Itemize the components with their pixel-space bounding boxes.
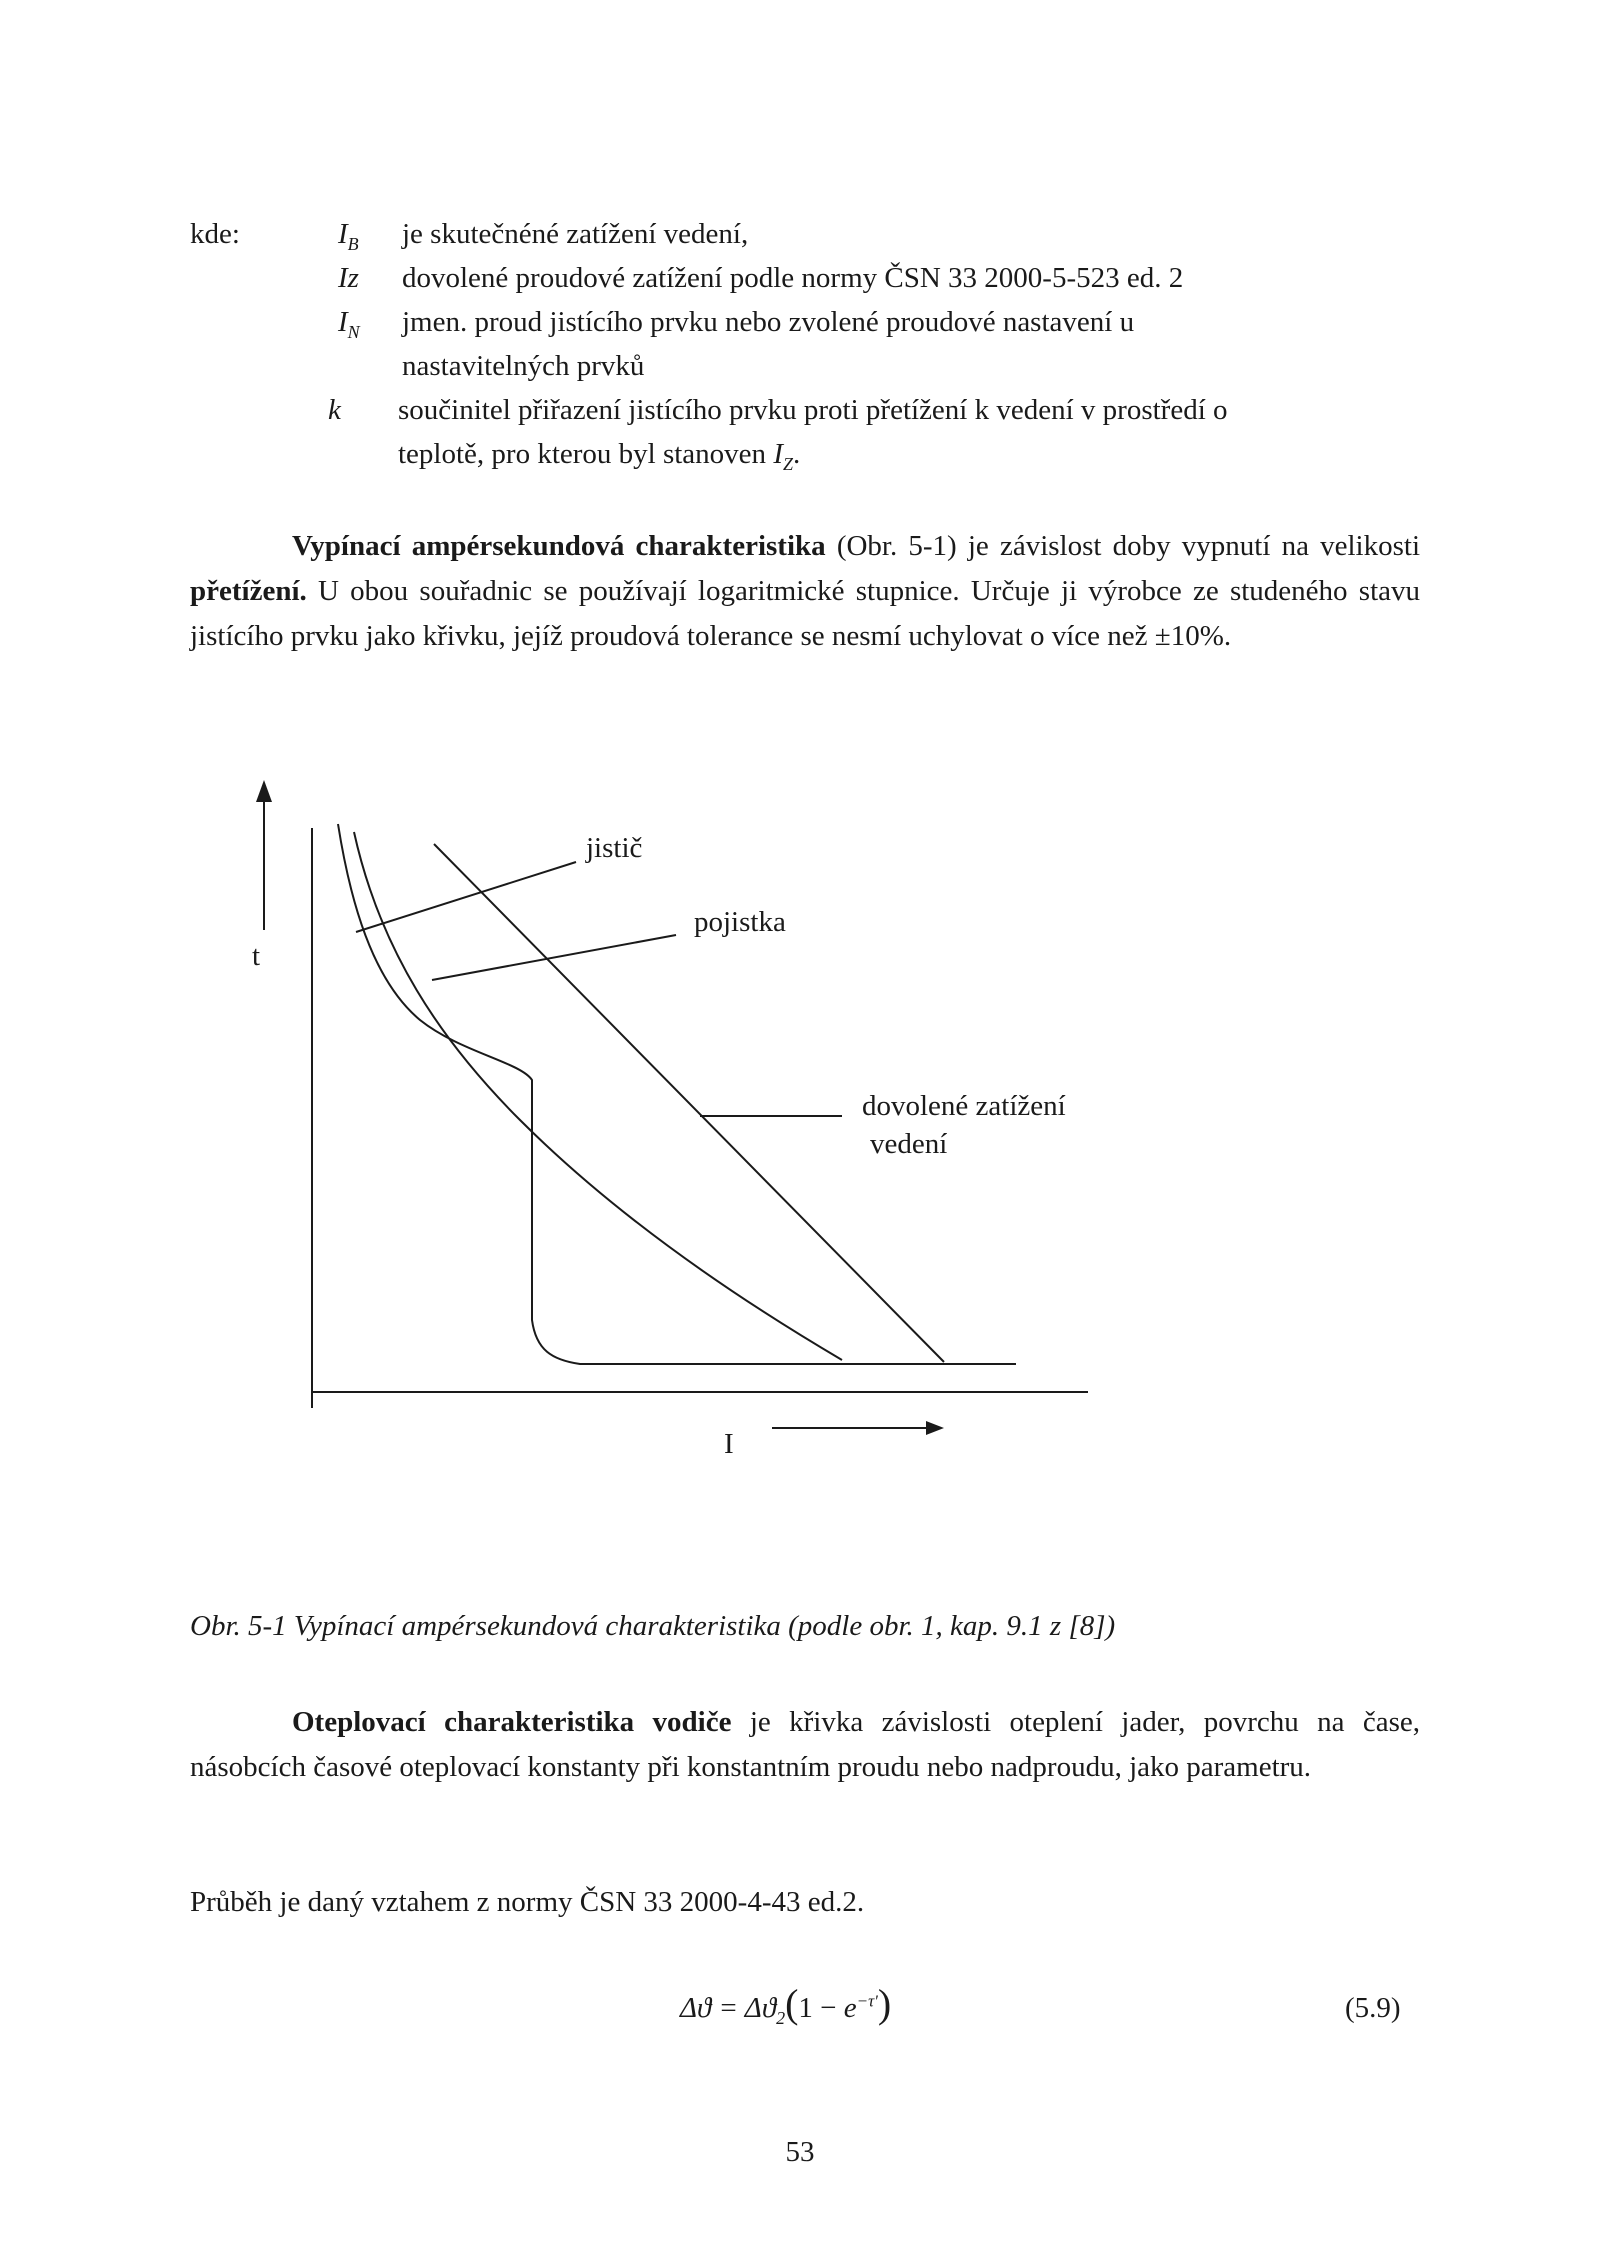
label-pojistka: pojistka: [694, 906, 786, 938]
page-number: 53: [785, 2136, 815, 2168]
y-axis-label: t: [252, 940, 261, 972]
definition-text: součinitel přiřazení jistícího prvku proti přetížení k vedení v prostředí o: [398, 394, 1228, 426]
definition-row: [190, 256, 1420, 300]
definition-symbol: $I_B$: [338, 218, 359, 254]
definition-text: je skutečnéné zatížení vedení,: [402, 218, 749, 250]
leader-jistic: [356, 862, 576, 932]
definition-text: jmen. proud jistícího prvku nebo zvolené proudové nastavení u: [402, 306, 1135, 338]
definition-text: dovolené proudové zatížení podle normy ČSN 33 2000-5-523 ed. 2: [402, 262, 1184, 294]
definition-symbol: $I_N$: [338, 306, 360, 342]
i-arrow-head: [926, 1421, 944, 1435]
x-axis-label: I: [724, 1428, 734, 1460]
paragraph-tripping-characteristic: Vypínací ampérsekundová charakteristika (Obr. 5-1) je závislost doby vypnutí na velikosti přetížení. U obou souřadnic se používají logaritmické stupnice. Určuje ji výrobce ze studeného stavu jistícího prvku jako křivku, jejíž proudová tolerance se nesmí uchylovat o více než ±10%.: [190, 530, 1421, 652]
paragraph-relation: Průběh je daný vztahem z normy ČSN 33 2000-4-43 ed.2.: [190, 1886, 865, 1918]
definition-text: teplotě, pro kterou byl stanoven $I_Z$.: [398, 438, 801, 474]
figure-graphic: [0, 780, 1600, 1560]
definition-text: nastavitelných prvků: [402, 350, 645, 382]
label-dovolene-line1: dovolené zatížení: [862, 1090, 1066, 1122]
figure-caption: Obr. 5-1 Vypínací ampérsekundová charakteristika (podle obr. 1, kap. 9.1 z [8]): [190, 1610, 1116, 1642]
paragraph-thermal-characteristic: Oteplovací charakteristika vodiče je křivka závislosti oteplení jader, povrchu na čase, násobcích časové oteplovací konstanty při konstantním proudu nebo nadproudu, jako parametru.: [190, 1706, 1421, 1783]
definition-row: [190, 432, 1420, 476]
definitions-intro: kde:: [190, 218, 240, 250]
label-dovolene-line2: vedení: [870, 1128, 948, 1160]
definition-symbol: k: [328, 394, 341, 426]
definition-row: [190, 388, 1420, 432]
label-jistic: jistič: [586, 832, 643, 864]
equation: $\Delta ϑ = \Delta ϑ_2(1 - e^{-\tau'})$: [680, 1981, 892, 2028]
definition-row: [190, 212, 1420, 256]
leader-pojistka: [432, 935, 676, 980]
figure-tripping-characteristic: [0, 780, 1600, 1560]
definition-symbol: Iz: [338, 262, 359, 294]
definition-row: [190, 300, 1420, 344]
definition-row: [190, 344, 1420, 388]
equation-number: (5.9): [1345, 1992, 1401, 2024]
symbol-definitions: [190, 212, 1420, 476]
t-arrow-head: [256, 780, 272, 802]
